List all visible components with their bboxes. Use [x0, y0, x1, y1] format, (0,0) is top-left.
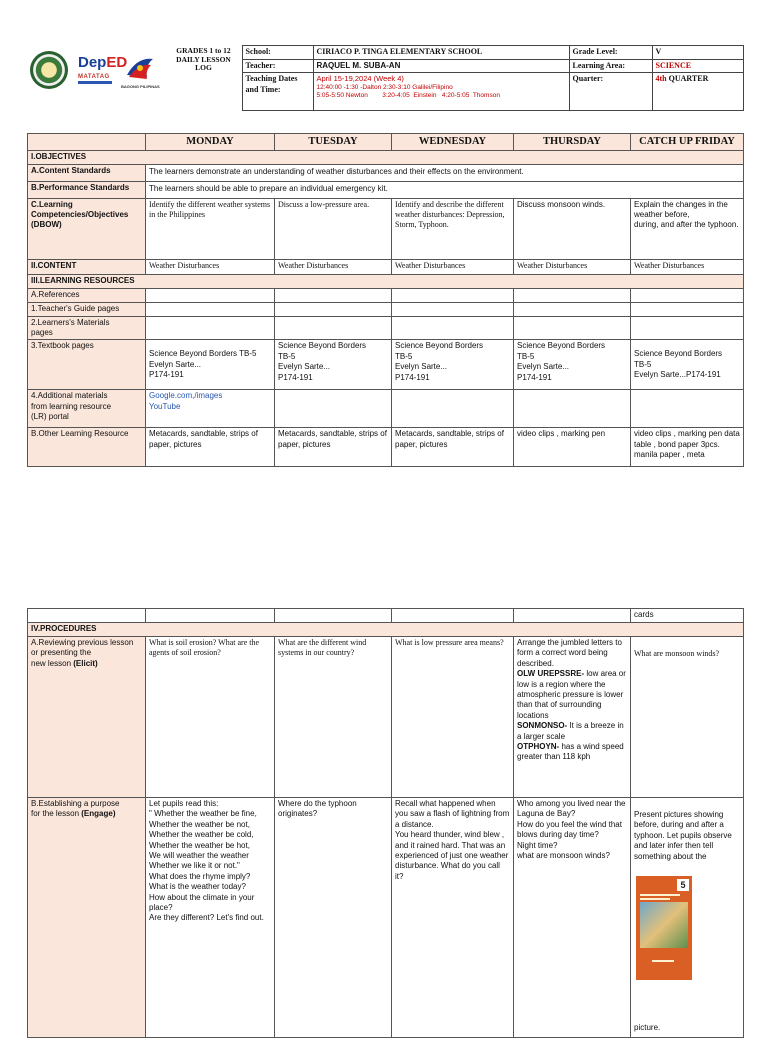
purpose-friday-text: Present pictures showing before, during and after a typhoon. Let pupils observe and later infer then tell something about the: [634, 810, 732, 861]
content-thursday: Weather Disturbances: [514, 259, 631, 274]
competency-tuesday: Discuss a low-pressure area.: [275, 198, 392, 259]
content-friday: Weather Disturbances: [631, 259, 744, 274]
quarter-number: 4th: [655, 74, 667, 84]
day-header-thursday: THURSDAY: [514, 134, 631, 151]
references-label: A.References: [28, 288, 146, 302]
dates-label: Teaching Dates and Time:: [242, 73, 313, 111]
content-label: II.CONTENT: [28, 259, 146, 274]
objectives-heading: I.OBJECTIVES: [28, 150, 744, 164]
additional-materials-monday: [146, 390, 275, 428]
other-resources-monday: Metacards, sandtable, strips of paper, pictures: [146, 428, 275, 467]
review-label: [28, 637, 146, 798]
dates-value: [313, 73, 569, 111]
deped-logo: DepED: [78, 54, 128, 71]
other-resources-wednesday: Metacards, sandtable, strips of paper, pictures: [392, 428, 514, 467]
content-monday: Weather Disturbances: [146, 259, 275, 274]
other-resources-tuesday: Metacards, sandtable, strips of paper, pictures: [275, 428, 392, 467]
purpose-friday-end: picture.: [634, 1022, 661, 1032]
other-resources-friday: video clips , marking pen data table , bond paper 3pcs. manila paper , meta: [631, 428, 744, 467]
quarter-value: [652, 73, 743, 111]
resources-heading: III.LEARNING RESOURCES: [28, 274, 744, 288]
competency-monday: Identify the different weather systems in the Philippines: [146, 198, 275, 259]
review-thursday: [514, 637, 631, 798]
other-resources-label: B.Other Learning Resource: [28, 428, 146, 467]
jumbled-word-3: OTPHOYN-: [517, 741, 560, 751]
purpose-thursday: Who among you lived near the Laguna de Bay? How do you feel the wind that blows during day time? Night time? what are monsoon winds?: [514, 798, 631, 1038]
cover-illustration: [640, 902, 688, 948]
competency-friday: Explain the changes in the weather before, during, and after the typhoon.: [631, 198, 744, 259]
jumbled-word-1: OLW UREPSSRE-: [517, 669, 585, 679]
procedures-heading: IV.PROCEDURES: [28, 623, 744, 637]
dates-line-2: 12:40:00 -1:30 -Dalton 2:30-3:10 Galilei/Filipino: [316, 83, 453, 91]
purpose-label: [28, 798, 146, 1038]
grade-value: V: [652, 46, 743, 60]
content-standards: The learners demonstrate an understanding of weather disturbances and their effects on the environment.: [146, 164, 744, 181]
matatag-logo: MATATAG: [78, 74, 110, 80]
day-header-monday: MONDAY: [146, 134, 275, 151]
learners-materials-label: 2.Learners's Materials pages: [28, 316, 146, 340]
jumbled-def-3: has a wind speed greater than 118 kph: [517, 741, 624, 762]
header-info-table: [27, 45, 744, 111]
textbook-friday: Science Beyond Borders TB-5 Evelyn Sarte...P174-191: [631, 340, 744, 390]
additional-materials-label: 4.Additional materials from learning resource (LR) portal: [28, 390, 146, 428]
school-label: School:: [242, 46, 313, 60]
review-friday: What are monsoon winds?: [631, 637, 744, 798]
area-value: SCIENCE: [652, 60, 743, 73]
content-tuesday: Weather Disturbances: [275, 259, 392, 274]
quarter-label: Quarter:: [569, 73, 652, 111]
bagong-pilipinas-caption: BAGONG PILIPINAS: [121, 84, 160, 89]
teachers-guide-label: 1.Teacher's Guide pages: [28, 302, 146, 316]
content-wednesday: Weather Disturbances: [392, 259, 514, 274]
cards-continuation: cards: [631, 609, 744, 623]
purpose-monday: Let pupils read this: " Whether the weather be fine, Whether the weather be not, Whether the weather be cold, Whether the weather be hot, We will weather the weather Whether we like it or not." What does the rhyme imply? What is the weather today? How about the climate in your place? Are they different? Let's find out.: [146, 798, 275, 1038]
purpose-label-tag: (Engage): [81, 809, 116, 819]
cover-author-line: [652, 960, 674, 962]
jumbled-def-1: low area or low is a region where the atmospheric pressure is lower than that of surrounding locations: [517, 669, 626, 720]
cover-grade-number: 5: [677, 879, 689, 891]
cover-title-line: [640, 894, 680, 896]
dates-line-1: April 15-19,2024 (Week 4): [316, 74, 404, 84]
teacher-value: RAQUEL M. SUBA-AN: [313, 60, 569, 73]
quarter-word: QUARTER: [668, 74, 709, 84]
review-thursday-intro: Arrange the jumbled letters to form a correct word being described.: [517, 638, 622, 668]
review-monday: What is soil erosion? What are the agents of soil erosion?: [146, 637, 275, 798]
area-label: Learning Area:: [569, 60, 652, 73]
textbook-label: 3.Textbook pages: [28, 340, 146, 390]
review-wednesday: What is low pressure area means?: [392, 637, 514, 798]
competency-wednesday: Identify and describe the different weather disturbances: Depression, Storm, Typhoon.: [392, 198, 514, 259]
teacher-label: Teacher:: [242, 60, 313, 73]
day-header-friday: CATCH UP FRIDAY: [631, 134, 744, 151]
textbook-tuesday: Science Beyond Borders TB-5 Evelyn Sarte... P174-191: [275, 340, 392, 390]
performance-standards: The learners should be able to prepare an individual emergency kit.: [146, 181, 744, 198]
textbook-monday: Science Beyond Borders TB-5 Evelyn Sarte... P174-191: [146, 340, 275, 390]
dates-line-3: 5:05-5:50 Newton 3:20-4:05 Einstein 4:20-5:05 Thomson: [316, 91, 500, 99]
day-header-tuesday: TUESDAY: [275, 134, 392, 151]
google-images-link[interactable]: Google.com,/images: [149, 391, 223, 401]
competencies-label: C.Learning Competencies/Objectives (DBOW): [28, 198, 146, 259]
other-resources-thursday: video clips , marking pen: [514, 428, 631, 467]
jumbled-def-2: It is a breeze in a larger scale: [517, 721, 624, 741]
day-header-wednesday: WEDNESDAY: [392, 134, 514, 151]
textbook-thursday: Science Beyond Borders TB-5 Evelyn Sarte... P174-191: [514, 340, 631, 390]
dll-title: GRADES 1 to 12 DAILY LESSON LOG: [176, 46, 231, 73]
review-label-text: A.Reviewing previous lesson or presenting the new lesson: [31, 638, 134, 668]
competency-thursday: Discuss monsoon winds.: [514, 198, 631, 259]
lesson-log-table: [27, 133, 744, 467]
textbook-wednesday: Science Beyond Borders TB-5 Evelyn Sarte... P174-191: [392, 340, 514, 390]
school-value: CIRIACO P. TINGA ELEMENTARY SCHOOL: [313, 46, 569, 60]
content-standards-label: A.Content Standards: [28, 164, 146, 181]
textbook-cover-image: [636, 876, 692, 980]
purpose-label-text: B.Establishing a purpose for the lesson: [31, 799, 120, 819]
purpose-tuesday: Where do the typhoon originates?: [275, 798, 392, 1038]
corner-cell: [28, 134, 146, 151]
performance-standards-label: B.Performance Standards: [28, 181, 146, 198]
review-tuesday: What are the different wind systems in our country?: [275, 637, 392, 798]
purpose-wednesday: Recall what happened when you saw a flash of lightning from a distance. You heard thunder, wind blew , and it rained hard. That was an experienced of just one weather disturbance. What do you call it?: [392, 798, 514, 1038]
cover-subtitle-line: [640, 898, 670, 900]
review-label-tag: (Elicit): [73, 658, 98, 668]
jumbled-word-2: SONMONSO-: [517, 721, 568, 731]
grade-label: Grade Level:: [569, 46, 652, 60]
youtube-link[interactable]: YouTube: [149, 401, 181, 411]
